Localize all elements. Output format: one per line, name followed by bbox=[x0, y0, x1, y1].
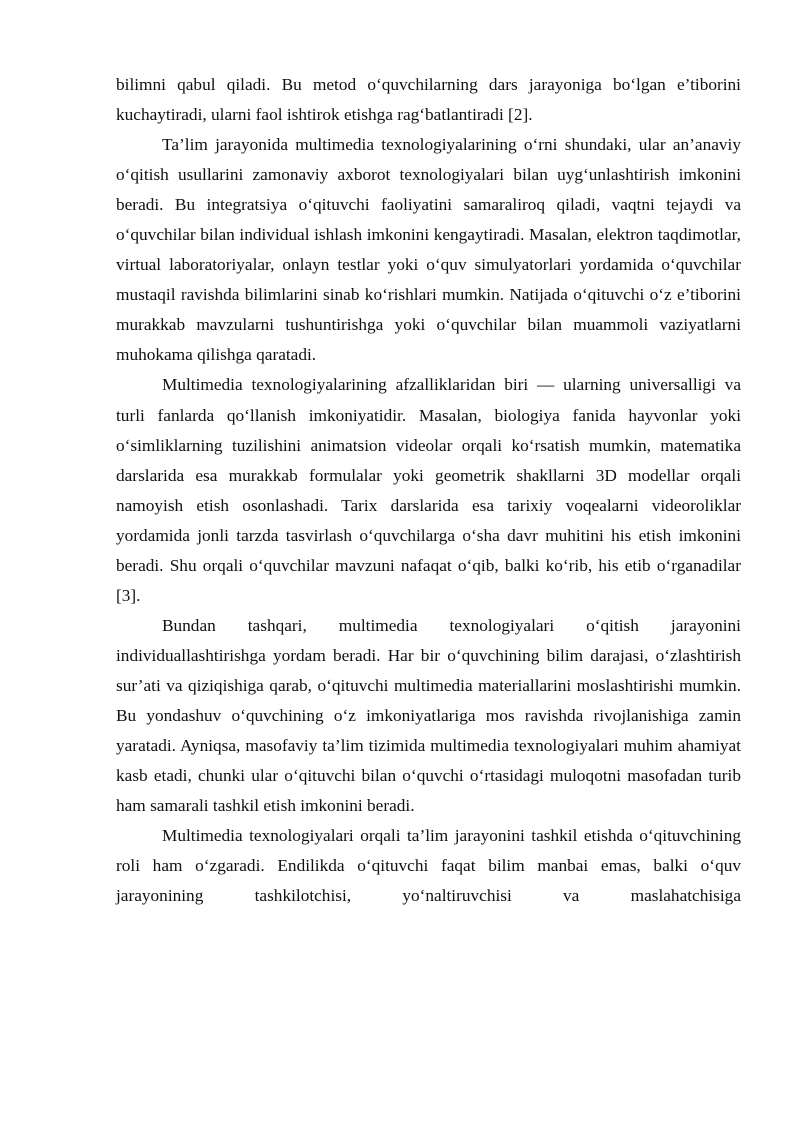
document-body bbox=[116, 70, 741, 911]
paragraph-continuation: bilimni qabul qiladi. Bu metod o‘quvchilarning dars jarayoniga bo‘lgan e’tiborini kuchaytiradi, ularni faol ishtirok etishga rag‘batlantiradi [2]. bbox=[116, 75, 741, 125]
paragraph-multimedia-advantages: Multimedia texnologiyalarining afzalliklaridan biri — ularning universalligi va turli fanlarda qo‘llanish imkoniyatidir. Masalan, biologiya fanida hayvonlar yoki o‘simliklarning tuzilishini animatsion videolar orqali ko‘rsatish mumkin, matematika darslarida esa murakkab formulalar yoki geometrik shakllarni 3D modellar orqali namoyish etish osonlashadi. Tarix darslarida esa tarixiy voqealarni videoroliklar yordamida jonli tarzda tasvirlash o‘quvchilarga o‘sha davr muhitini his etish imkonini beradi. Shu orqali o‘quvchilar mavzuni nafaqat o‘qib, balki ko‘rib, his etib o‘rganadilar [3]. bbox=[116, 375, 741, 605]
paragraph-individualization: Bundan tashqari, multimedia texnologiyalari o‘qitish jarayonini individuallashtirishga yordam beradi. Har bir o‘quvchining bilim darajasi, o‘zlashtirish sur’ati va qiziqishiga qarab, o‘qituvchi multimedia materiallarini moslashtirishi mumkin. Bu yondashuv o‘quvchining o‘z imkoniyatlariga mos ravishda rivojlanishiga zamin yaratadi. Ayniqsa, masofaviy ta’lim tizimida multimedia texnologiyalari muhim ahamiyat kasb etadi, chunki ular o‘qituvchi bilan o‘quvchi o‘rtasidagi muloqotni masofadan turib ham samarali tashkil etish imkonini beradi. bbox=[116, 615, 741, 816]
paragraph-teacher-role: Multimedia texnologiyalari orqali ta’lim jarayonini tashkil etishda o‘qituvchining roli ham o‘zgaradi. Endilikda o‘qituvchi faqat bilim manbai emas, balki o‘quv jarayonining tashkilotchisi, yo‘naltiruvchisi va maslahatchisiga bbox=[116, 826, 741, 906]
paragraph-multimedia-role: Ta’lim jarayonida multimedia texnologiyalarining o‘rni shundaki, ular an’anaviy o‘qitish usullarini zamonaviy axborot texnologiyalari bilan uyg‘unlashtirish imkonini beradi. Bu integratsiya o‘qituvchi faoliyatini samaraliroq qiladi, vaqtni tejaydi va o‘quvchilar bilan individual ishlash imkonini kengaytiradi. Masalan, elektron taqdimotlar, virtual laboratoriyalar, onlayn testlar yoki o‘quv simulyatorlari yordamida o‘quvchilar mustaqil ravishda bilimlarini sinab ko‘rishlari mumkin. Natijada o‘qituvchi o‘z e’tiborini murakkab mavzularni tushuntirishga yoki o‘quvchilar bilan muammoli vaziyatlarni muhokama qilishga qaratadi. bbox=[116, 135, 741, 365]
